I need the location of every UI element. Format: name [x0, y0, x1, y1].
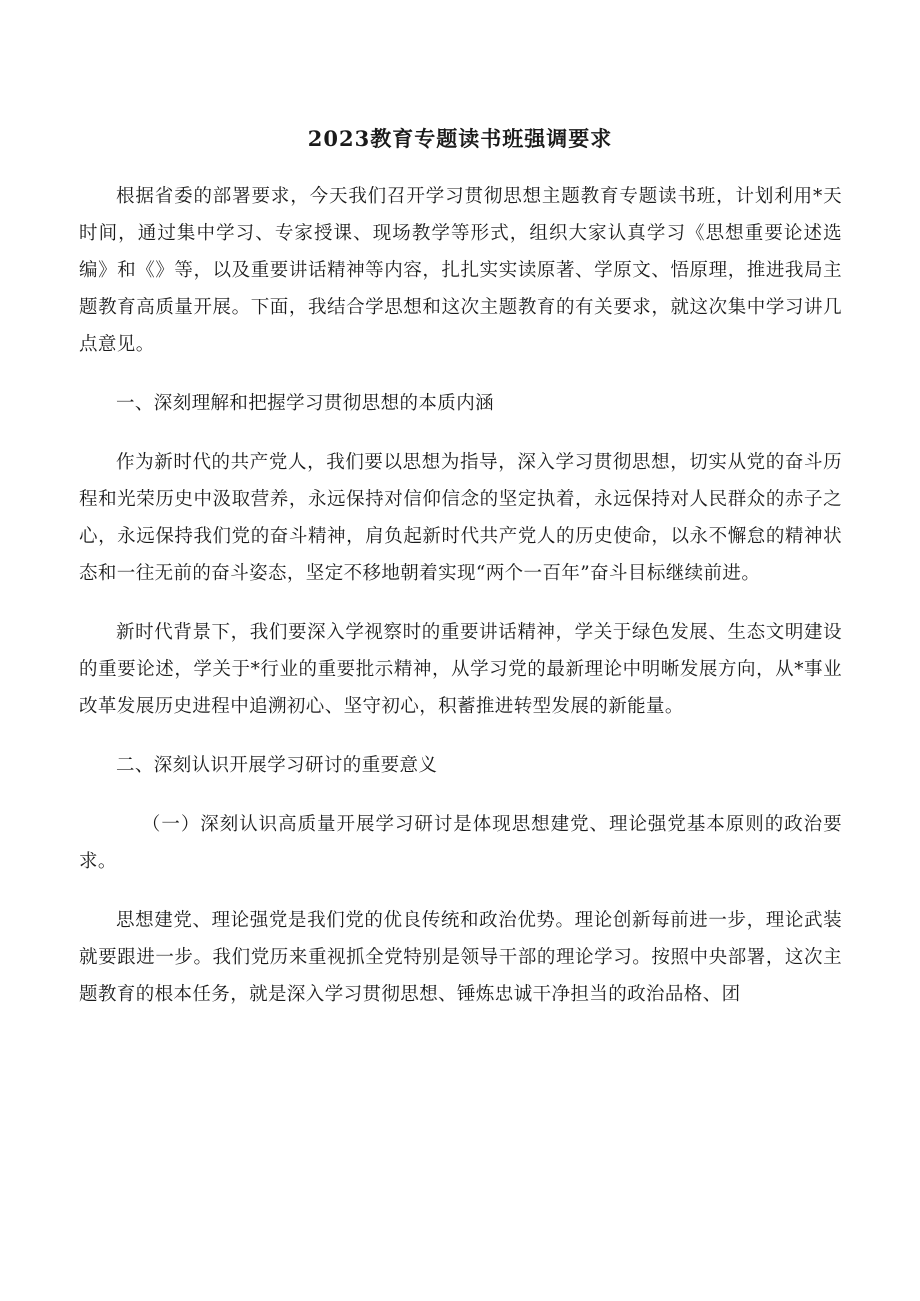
paragraph-section1-a: 作为新时代的共产党人，我们要以思想为指导，深入学习贯彻思想，切实从党的奋斗历程和光荣历史中汲取营养，永远保持对信仰信念的坚定执着，永远保持对人民群众的赤子之心，永远保持我们党的奋斗精神，肩负起新时代共产党人的历史使命，以永不懈怠的精神状态和一往无前的奋斗姿态，坚定不移地朝着实现“两个一百年”奋斗目标继续前进。 [79, 452, 842, 584]
section-heading-1: 一、深刻理解和把握学习贯彻思想的本质内涵 [116, 393, 495, 414]
document-title: 2023教育专题读书班强调要求 [307, 126, 613, 151]
paragraph-intro: 根据省委的部署要求，今天我们召开学习贯彻思想主题教育专题读书班，计划利用*天时间，通过集中学习、专家授课、现场教学等形式，组织大家认真学习《思想重要论述选编》和《》等，以及重要讲话精神等内容，扎扎实实读原著、学原文、悟原理，推进我局主题教育高质量开展。下面，我结合学思想和这次主题教育的有关要求，就这次集中学习讲几点意见。 [79, 186, 842, 355]
subsection-heading-1: （一）深刻认识高质量开展学习研讨是体现思想建党、理论强党基本原则的政治要求。 [79, 814, 842, 872]
paragraph-section1-b: 新时代背景下，我们要深入学视察时的重要讲话精神，学关于绿色发展、生态文明建设的重要论述，学关于*行业的重要批示精神，从学习党的最新理论中明晰发展方向，从*事业改革发展历史进程中追溯初心、坚守初心，积蓄推进转型发展的新能量。 [79, 622, 842, 717]
section-heading-2: 二、深刻认识开展学习研讨的重要意义 [116, 755, 438, 776]
paragraph-subsection1: 思想建党、理论强党是我们党的优良传统和政治优势。理论创新每前进一步，理论武装就要跟进一步。我们党历来重视抓全党特别是领导干部的理论学习。按照中央部署，这次主题教育的根本任务，就是深入学习贯彻思想、锤炼忠诚干净担当的政治品格、团 [79, 910, 842, 1005]
document-body [79, 178, 842, 1035]
